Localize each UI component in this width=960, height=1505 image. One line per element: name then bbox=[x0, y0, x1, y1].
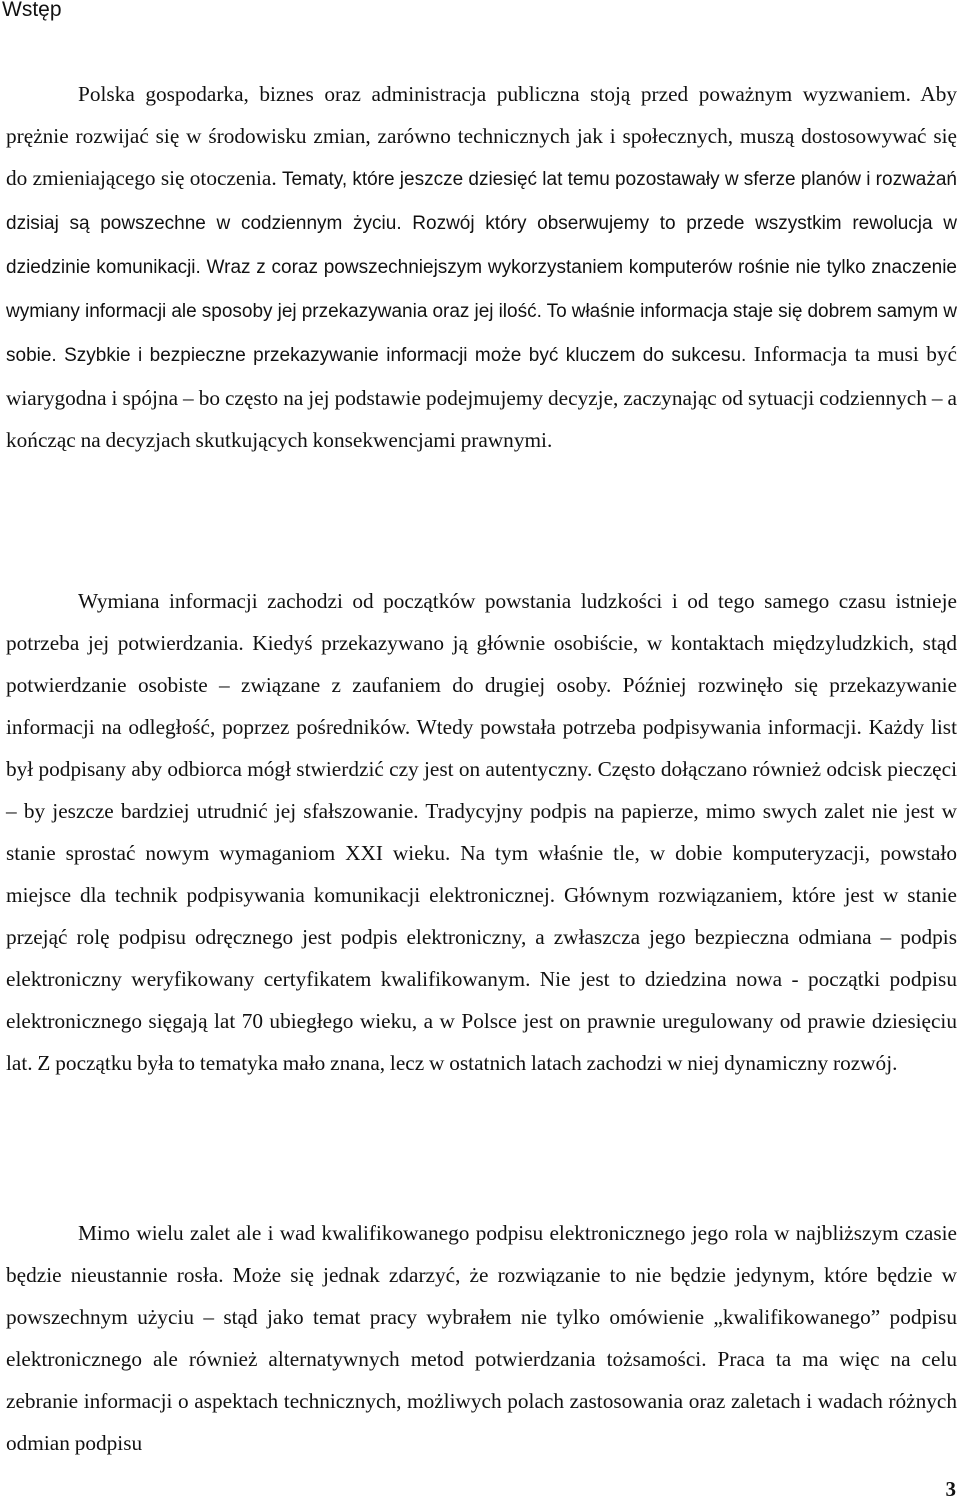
paragraph-intro-segment-3: Informacja ta musi być wiarygodna i spójna – bo często na jej podstawie podejmujemy decyzje, zaczynając od sytuacji codziennych – a kończąc na decyzjach skutkujących konsekwencjami prawnymi. bbox=[6, 342, 957, 452]
paragraph-purpose: Mimo wielu zalet ale i wad kwalifikowanego podpisu elektronicznego jego rola w najbliższym czasie będzie nieustannie rosła. Może się jednak zdarzyć, że rozwiązanie to nie będzie jedynym, które będzie w powszechnym użyciu – stąd jako temat pracy wybrałem nie tylko omówienie „kwalifikowanego” podpisu elektronicznego ale również alternatywnych metod potwierdzania tożsamości. Praca ta ma więc na celu zebranie informacji o aspektach technicznych, możliwych polach zastosowania oraz zaletach i wadach różnych odmian podpisu bbox=[6, 1221, 957, 1455]
paragraph-intro-segment-2: Tematy, które jeszcze dziesięć lat temu pozostawały w sferze planów i rozważań dzisiaj są powszechne w codziennym życiu. Rozwój który obserwujemy to przede wszystkim rewolucja w dziedzinie komunikacji. Wraz z coraz powszechniejszym wykorzystaniem komputerów rośnie nie tylko znaczenie wymiany informacji ale sposoby jej przekazywania oraz jej ilość. To właśnie informacja staje się dobrem samym w sobie. Szybkie i bezpieczne przekazywanie informacji może być kluczem do sukcesu. bbox=[6, 169, 957, 366]
paragraph-history: Wymiana informacji zachodzi od początków powstania ludzkości i od tego samego czasu istnieje potrzeba jej potwierdzania. Kiedyś przekazywano ją głównie osobiście, w kontaktach międzyludzkich, stąd potwierdzanie osobiste – związane z zaufaniem do drugiej osoby. Później rozwinęło się przekazywanie informacji na odległość, poprzez pośredników. Wtedy powstała potrzeba podpisywania informacji. Każdy list był podpisany aby odbiorca mógł stwierdzić czy jest on autentyczny. Często dołączano również odcisk pieczęci – by jeszcze bardziej utrudnić jej sfałszowanie. Tradycyjny podpis na papierze, mimo swych zalet nie jest w stanie sprostać nowym wymaganiom XXI wieku. Na tym właśnie tle, w dobie komputeryzacji, powstało miejsce dla technik podpisywania komunikacji elektronicznej. Głównym rozwiązaniem, które jest w stanie przejąć rolę podpisu odręcznego jest podpis elektroniczny, a zwłaszcza jego bezpieczna odmiana – podpis elektroniczny weryfikowany certyfikatem kwalifikowanym. Nie jest to dziedzina nowa - początki podpisu elektronicznego sięgają lat 70 ubiegłego wieku, a w Polsce jest on prawnie uregulowany od prawie dziesięciu lat. Z początku była to tematyka mało znana, lecz w ostatnich latach zachodzi w niej dynamiczny rozwój. bbox=[6, 589, 957, 1075]
paragraph-intro-segment-1: Polska gospodarka, biznes oraz administracja publiczna stoją przed poważnym wyzwaniem. Aby prężnie rozwijać się w środowisku zmian, zarówno technicznych jak i społecznych, muszą dostosowywać się do zmieniającego się otoczenia. bbox=[6, 82, 957, 190]
paragraph-intro bbox=[6, 73, 957, 461]
page-number: 3 bbox=[945, 1477, 956, 1501]
section-heading: Wstęp bbox=[2, 0, 62, 21]
